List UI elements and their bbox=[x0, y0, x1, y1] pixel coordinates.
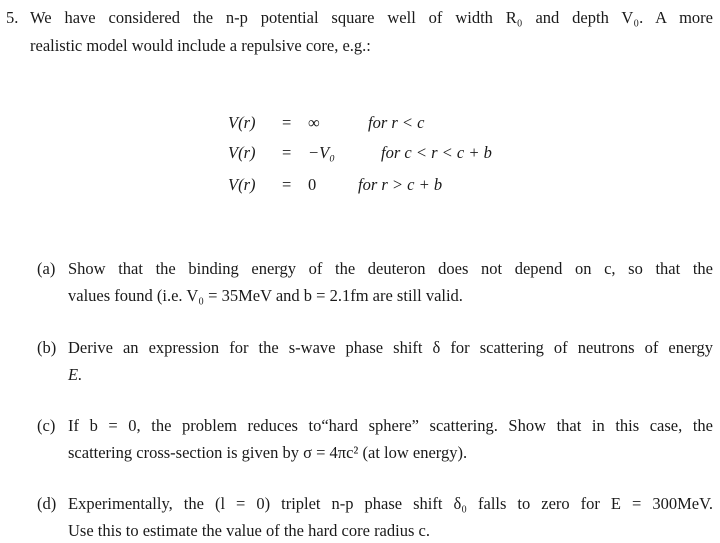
part-label: (d) bbox=[37, 494, 57, 513]
equation-condition: for r > c + b bbox=[358, 175, 443, 194]
equation-row bbox=[0, 113, 720, 139]
equation-row bbox=[0, 175, 720, 201]
part-label: (b) bbox=[37, 338, 57, 357]
part-text-line: scattering cross-section is given by σ = 4πc² (at low energy). bbox=[68, 443, 468, 462]
equation-rhs: 0 bbox=[308, 175, 317, 194]
equals-sign: = bbox=[282, 175, 292, 194]
part-text-line: E. bbox=[68, 365, 83, 384]
equals-sign: = bbox=[282, 113, 292, 132]
intro-line-2: realistic model would include a repulsive core, e.g.: bbox=[30, 36, 371, 55]
intro-line-1: We have considered the n-p potential square well of width R₀ and depth V₀. A more bbox=[30, 8, 713, 27]
equation-row bbox=[0, 143, 720, 169]
part-text-line: Show that the binding energy of the deuteron does not depend on c, so that the bbox=[68, 259, 713, 278]
part-label: (a) bbox=[37, 259, 56, 278]
part-text-line: Experimentally, the (l = 0) triplet n-p phase shift δ₀ falls to zero for E = 300MeV. bbox=[68, 494, 713, 513]
part-text-line: Use this to estimate the value of the hard core radius c. bbox=[68, 521, 430, 540]
equals-sign: = bbox=[282, 143, 292, 162]
equation-lhs: V(r) bbox=[228, 175, 256, 194]
equation-rhs: −V₀ bbox=[308, 143, 335, 162]
problem-number: 5. bbox=[6, 8, 19, 27]
equation-lhs: V(r) bbox=[228, 113, 256, 132]
equation-condition: for c < r < c + b bbox=[381, 143, 492, 162]
equation-rhs: ∞ bbox=[308, 113, 320, 132]
part-text-line: If b = 0, the problem reduces to“hard sphere” scattering. Show that in this case, the bbox=[68, 416, 713, 435]
part-text-line: Derive an expression for the s-wave phase shift δ for scattering of neutrons of energy bbox=[68, 338, 713, 357]
equation-condition: for r < c bbox=[368, 113, 425, 132]
part-label: (c) bbox=[37, 416, 56, 435]
equation-lhs: V(r) bbox=[228, 143, 256, 162]
part-text-line: values found (i.e. V₀ = 35MeV and b = 2.1fm are still valid. bbox=[68, 286, 463, 305]
